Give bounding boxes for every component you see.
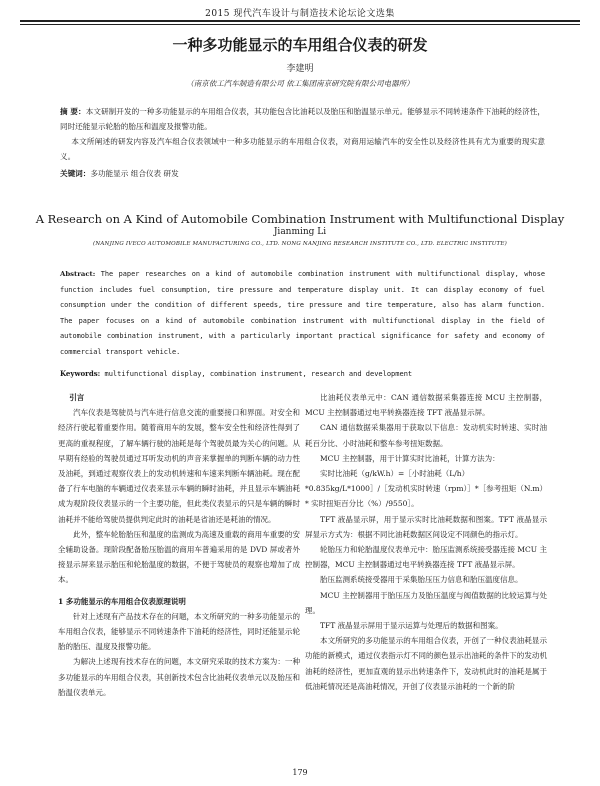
intro-heading: 引言: [69, 393, 85, 402]
keywords-zh: 多功能显示 组合仪表 研发: [90, 169, 179, 178]
section-1-heading: 1 多功能显示的车用组合仪表原理说明: [58, 596, 186, 606]
body-column-right: [305, 390, 547, 694]
right-paragraph-5: 轮胎压力和轮胎温度仪表单元中：胎压监测系统接受器连接 MCU 主控制器，MCU 主控制器通过电平转换器连接 TFT 液晶显示屏。: [305, 545, 548, 570]
abstract-zh-label: 摘 要：: [60, 107, 86, 116]
keywords-en-label: Keywords:: [60, 369, 101, 378]
right-paragraph-6: 胎压监测系统接受器用于采集胎压压力信息和胎压温度信息。: [320, 575, 523, 585]
abstract-en-label: Abstract:: [60, 270, 96, 278]
keywords-zh-label: 关键词：: [60, 169, 91, 178]
keywords-en: multifunctional display, combination instrument, research and development: [104, 370, 413, 378]
intro-paragraph-2: 此外，整车轮胎胎压和温度的监测成为高速及重载的商用车重要的安全辅助设备。现阶段配备胎压胎温的商用车普遍采用的是 DVD 屏或者外接显示屏来显示胎压和轮胎温度的数据，不便于驾驶员的观察也增加了成本。: [58, 529, 300, 585]
author-chinese: 李建明: [286, 64, 314, 74]
affiliation-chinese: （南京依工汽车制造有限公司 依工集团南京研究院有限公司电器所）: [186, 79, 414, 88]
section-1-paragraph-1: 针对上述现有产品技术存在的问题，本文所研究的一种多功能显示的车用组合仪表，能够显示不同转速条件下油耗的经济性，同时还能显示轮胎的胎压、温度及报警功能。: [58, 611, 300, 652]
abstract-english: [60, 267, 545, 360]
header-rule: [20, 20, 580, 25]
abstract-en-text: The paper researches on a kind of automobile combination instrument with multifunctional display, whose function includes fuel consumption, tire pressure and temperature display unit. It can display economy of fuel consumption under the condition of different speeds, tire pressure and tire temperature, also has alarm function. The paper focuses on a kind of automobile combination instrument with multifunctional display in the field of automobile combination instrument, with a particularly important practical significance for safety and economy of commercial transport vehicle.: [60, 270, 545, 356]
running-head: 2015 现代汽车设计与制造技术论坛论文选集: [205, 9, 395, 19]
abstract-zh-para2: 本文所阐述的研发内容及汽车组合仪表领域中一种多功能显示的车用组合仪表，对商用运输汽车的安全性以及经济性具有尤为重要的现实意义。: [60, 137, 545, 161]
affiliation-english: (NANJING IVECO AUTOMOBILE MANUFACTURING CO., LTD. NONG NANJING RESEARCH INSTITUTE CO., LTD. ELECTRIC INSTITUTE): [93, 241, 507, 247]
right-paragraph-4: TFT 液晶显示屏，用于显示实时比油耗数据和图案。TFT 液晶显示屏显示方式为：根据不同比油耗数据区间设定不同颜色的指示灯。: [305, 514, 547, 539]
formula-line-1: 实时比油耗（g/kW.h）=［小时油耗（L/h）: [320, 469, 470, 479]
right-paragraph-7: MCU 主控制器用于胎压压力及胎压温度与阀值数据的比较运算与处理。: [305, 590, 547, 615]
right-paragraph-9: 本文所研究的多功能显示的车用组合仪表，开创了一种仪表油耗显示功能的新模式，通过仪表指示灯不同的颜色显示出油耗的条件下的发动机油耗的经济性，更加直观的显示出转速条件下，发动机此时的油耗是属于低油耗情况还是高油耗情况，开创了仪表显示油耗的一个新的阶: [305, 636, 547, 691]
author-english: Jianming Li: [273, 227, 327, 237]
formula-line-2: *0.835kg/L*1000］/［发动机实时转速（rpm）］*［参考扭矩（N.m）* 实时扭矩百分比（%）/9550］。: [305, 484, 547, 509]
keywords-english: [60, 369, 545, 378]
title-chinese: 一种多功能显示的车用组合仪表的研发: [172, 36, 428, 54]
body-column-left: [58, 390, 300, 700]
section-1-paragraph-2: 为解决上述现有技术存在的问题，本文研究采取的技术方案为：一种多功能显示的车用组合仪表，其创新技术包含比油耗仪表单元以及胎压和胎温仪表单元。: [58, 657, 300, 697]
abstract-chinese: [60, 104, 545, 181]
title-english: A Research on A Kind of Automobile Combination Instrument with Multifunctional Display: [35, 212, 565, 226]
abstract-zh-text: 本文研制开发的一种多功能显示的车用组合仪表，其功能包含比油耗以及胎压和胎温显示单元。能够显示不同转速条件下油耗的经济性，同时还能显示轮胎的胎压和温度及报警功能。: [60, 107, 545, 131]
right-paragraph-8: TFT 液晶显示屏用于显示运算与处理后的数据和图案。: [320, 621, 503, 631]
page-number: 179: [292, 768, 308, 777]
right-paragraph-2: CAN 通信数据采集器用于获取以下信息：发动机实时转速、实时油耗百分比、小时油耗和整车参考扭矩数据。: [305, 423, 547, 448]
intro-paragraph-1: 汽车仪表是驾驶员与汽车进行信息交流的重要接口和界面。对安全和经济行驶起着重要作用。随着商用车的发展，整车安全性和经济性得到了更高的重视程度，了解车辆行驶的油耗是每个驾驶员最为关心的问题。从早期有经验的驾驶员通过耳听发动机的声音来掌握单的判断车辆的动力性及油耗，到通过观察仪表上的发动机转速和车速来判断车辆油耗。现在配备了行车电脑的车辆通过仪表来显示车辆的瞬时油耗，并且显示车辆油耗成为观阶段仪表显示的一个主要功能，但此类仪表显示的只是车辆的瞬时油耗并不能给驾驶员提供判定此时的油耗是省油还是耗油的情况。: [58, 408, 300, 524]
right-paragraph-3: MCU 主控制器，用于计算实时比油耗，计算方法为：: [320, 453, 500, 463]
right-paragraph-1: 比油耗仪表单元中：CAN 通信数据采集器连接 MCU 主控制器，MCU 主控制器通过电平转换器连接 TFT 液晶显示屏。: [305, 393, 547, 418]
